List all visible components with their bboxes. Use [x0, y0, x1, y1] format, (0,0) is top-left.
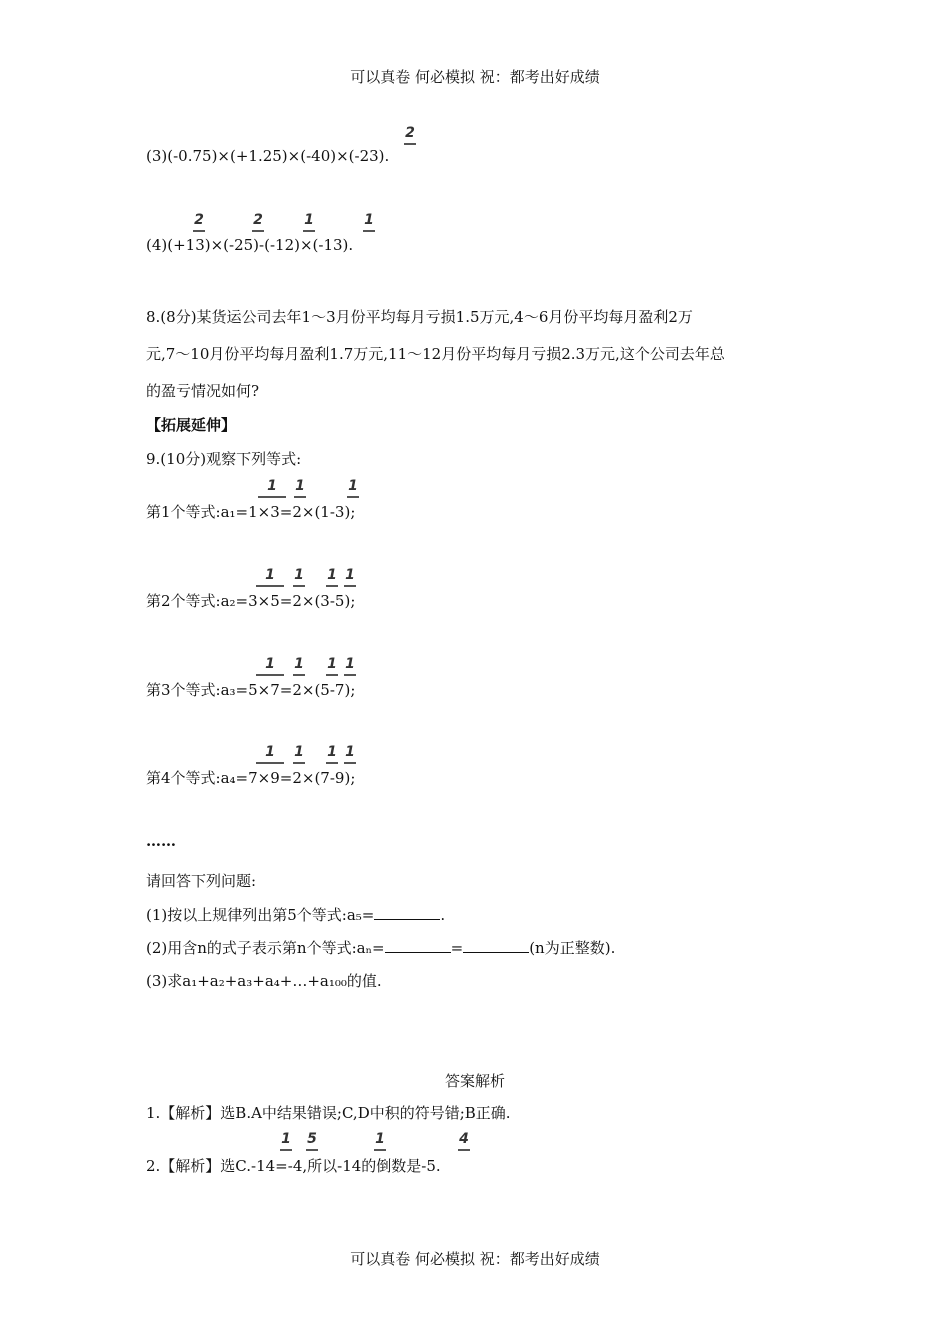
- fraction-numerator: 1: [267, 478, 277, 494]
- answer-2: 2.【解析】选C.-14=-4,所以-14的倒数是-5.: [146, 1157, 441, 1175]
- answer-blank: [463, 939, 529, 953]
- sub-question-1-text: (1)按以上规律列出第5个等式:a₅=: [146, 906, 375, 924]
- fraction-numerator: 1: [364, 212, 374, 228]
- question-prompt: 请回答下列问题:: [146, 872, 257, 890]
- fraction-numerator: 1: [327, 656, 337, 672]
- fraction-bar: [256, 585, 284, 587]
- fraction-bar: [294, 496, 306, 498]
- fraction-numerator: 1: [345, 567, 355, 583]
- fraction-bar: [293, 585, 305, 587]
- question-9-intro: 9.(10分)观察下列等式:: [146, 450, 302, 468]
- problem-3: (3)(-0.75)×(+1.25)×(-40)×(-23).: [146, 147, 390, 165]
- answer-blank: [385, 939, 451, 953]
- ellipsis: ……: [146, 832, 176, 850]
- fraction-numerator: 1: [345, 744, 355, 760]
- fraction-numerator: 1: [327, 744, 337, 760]
- fraction-bar: [326, 674, 338, 676]
- fraction-numerator: 2: [405, 125, 415, 141]
- fraction-numerator: 1: [327, 567, 337, 583]
- answer-blank: [374, 906, 440, 920]
- answers-title: 答案解析: [444, 1072, 505, 1090]
- sub-question-3: (3)求a₁+a₂+a₃+a₄+…+a₁₀₀的值.: [146, 972, 382, 990]
- fraction-bar: [347, 496, 359, 498]
- fraction-bar: [256, 762, 284, 764]
- equation-2: 第2个等式:a₂=3×5=2×(3-5);: [146, 592, 356, 610]
- sub-question-2-mid: =: [450, 939, 464, 957]
- fraction-bar: [344, 762, 356, 764]
- fraction-bar: [303, 230, 315, 232]
- fraction-numerator: 1: [265, 744, 275, 760]
- fraction-bar: [252, 230, 264, 232]
- equation-1: 第1个等式:a₁=1×3=2×(1-3);: [146, 503, 356, 521]
- fraction-numerator: 1: [304, 212, 314, 228]
- fraction-bar: [293, 762, 305, 764]
- fraction-numerator: 1: [345, 656, 355, 672]
- fraction-bar: [363, 230, 375, 232]
- fraction-numerator: 1: [281, 1131, 291, 1147]
- sub-question-2-text: (2)用含n的式子表示第n个等式:aₙ=: [146, 939, 385, 957]
- fraction-bar: [258, 496, 286, 498]
- question-8-line-2: 元,7～10月份平均每月盈利1.7万元,11～12月份平均每月亏损2.3万元,这个公司去年总: [146, 345, 725, 363]
- equation-4: 第4个等式:a₄=7×9=2×(7-9);: [146, 769, 356, 787]
- fraction-numerator: 1: [348, 478, 358, 494]
- question-8-line-1: 8.(8分)某货运公司去年1～3月份平均每月亏损1.5万元,4～6月份平均每月盈利2万: [146, 308, 693, 326]
- fraction-numerator: 4: [459, 1131, 469, 1147]
- page-header: 可以真卷 何必模拟 祝：都考出好成绩: [350, 68, 600, 86]
- fraction-bar: [326, 585, 338, 587]
- fraction-numerator: 2: [253, 212, 263, 228]
- fraction-numerator: 2: [194, 212, 204, 228]
- fraction-bar: [326, 762, 338, 764]
- fraction-bar: [280, 1149, 292, 1151]
- sub-question-1: [146, 904, 445, 925]
- fraction-numerator: 5: [307, 1131, 317, 1147]
- sub-question-1-end: .: [440, 906, 446, 924]
- answer-1: 1.【解析】选B.A中结果错误;C,D中积的符号错;B正确.: [146, 1104, 511, 1122]
- section-title-extension: 【拓展延伸】: [146, 416, 237, 434]
- fraction-numerator: 1: [295, 478, 305, 494]
- fraction-bar: [293, 674, 305, 676]
- sub-question-2: [146, 937, 615, 958]
- fraction-bar: [306, 1149, 318, 1151]
- fraction-numerator: 1: [294, 567, 304, 583]
- fraction-numerator: 1: [375, 1131, 385, 1147]
- fraction-numerator: 1: [294, 656, 304, 672]
- question-8-line-3: 的盈亏情况如何?: [146, 382, 260, 400]
- fraction-numerator: 1: [265, 567, 275, 583]
- fraction-bar: [344, 674, 356, 676]
- fraction-bar: [344, 585, 356, 587]
- fraction-bar: [193, 230, 205, 232]
- fraction-bar: [374, 1149, 386, 1151]
- problem-4: (4)(+13)×(-25)-(-12)×(-13).: [146, 236, 354, 254]
- equation-3: 第3个等式:a₃=5×7=2×(5-7);: [146, 681, 356, 699]
- fraction-bar: [256, 674, 284, 676]
- fraction-bar: [458, 1149, 470, 1151]
- fraction-bar: [404, 143, 416, 145]
- fraction-numerator: 1: [294, 744, 304, 760]
- fraction-numerator: 1: [265, 656, 275, 672]
- page-footer: 可以真卷 何必模拟 祝：都考出好成绩: [350, 1250, 600, 1268]
- sub-question-2-end: (n为正整数).: [529, 939, 616, 957]
